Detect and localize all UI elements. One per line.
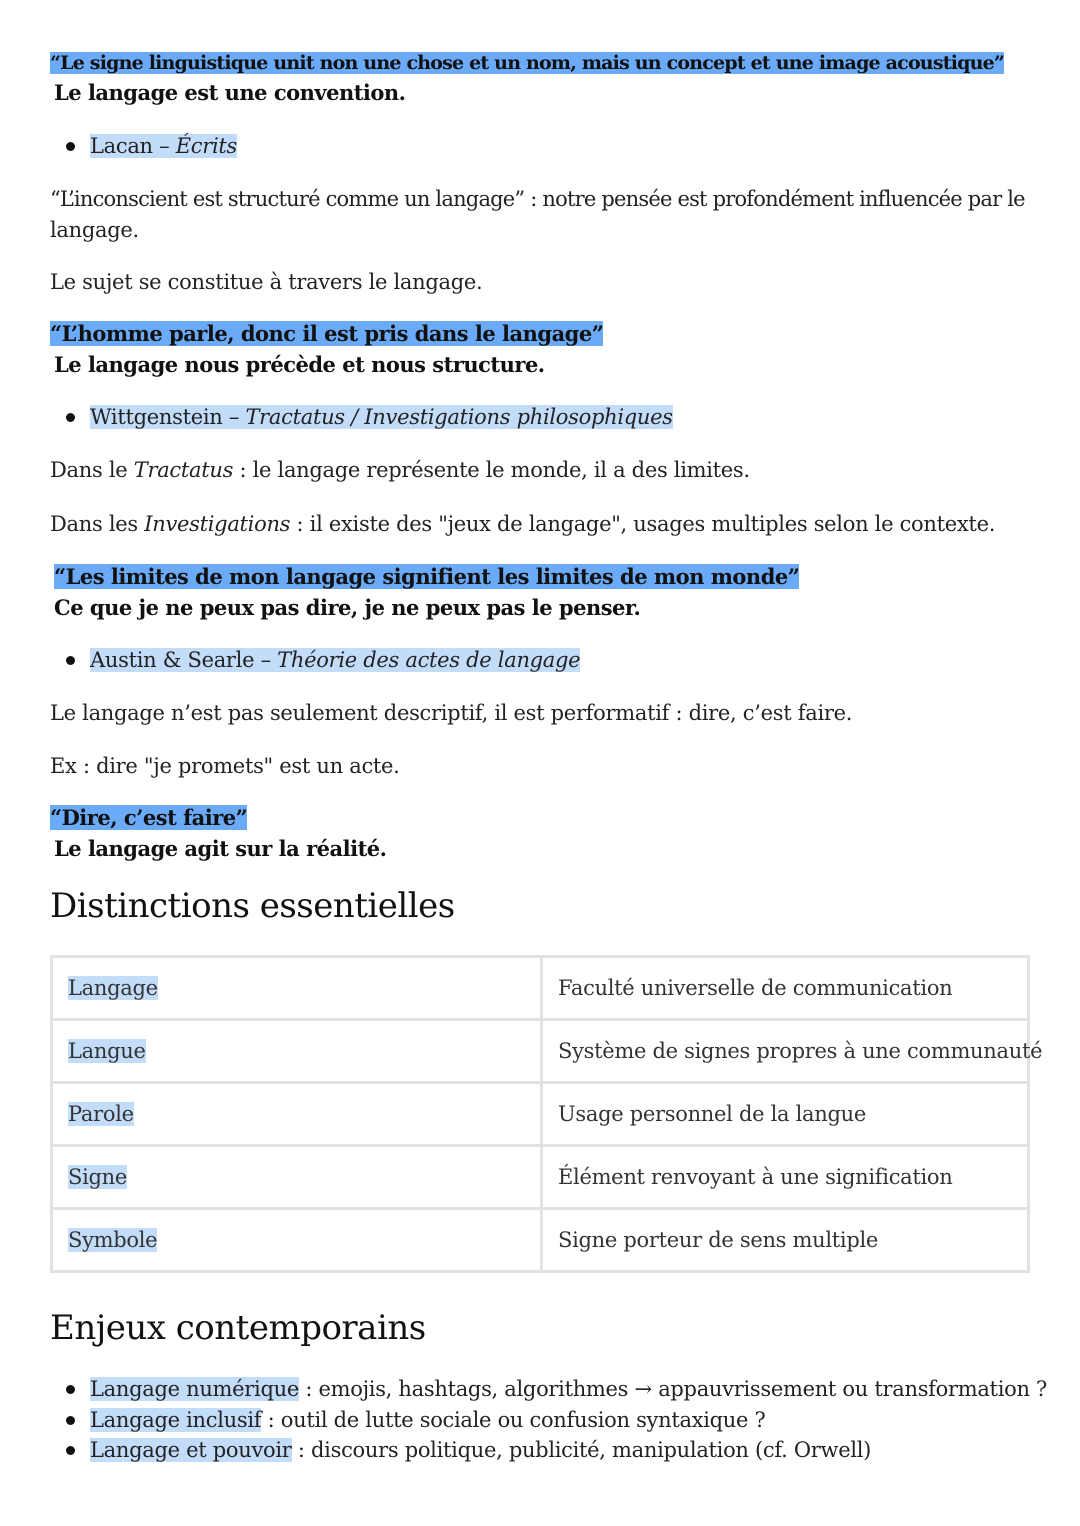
table-row	[52, 957, 1029, 1020]
bullet-icon	[66, 1385, 75, 1394]
author-heading-lacan: Lacan – Écrits	[90, 134, 237, 158]
definition-cell: Faculté universelle de communication	[542, 957, 1029, 1020]
wittgenstein-quote: “Les limites de mon langage signifient les limites de mon monde”	[54, 564, 800, 589]
distinctions-heading: Distinctions essentielles	[50, 886, 455, 926]
definition-cell: Élément renvoyant à une signification	[542, 1146, 1029, 1209]
austin-paragraph-1: Le langage n’est pas seulement descriptif, il est performatif : dire, c’est faire.	[50, 701, 853, 725]
distinctions-table	[50, 955, 1043, 1273]
table-row	[52, 1020, 1029, 1083]
bullet-icon	[66, 1416, 75, 1425]
saussure-takeaway: Le langage est une convention.	[54, 80, 406, 105]
term-cell: Parole	[52, 1083, 542, 1146]
austin-takeaway: Le langage agit sur la réalité.	[54, 836, 387, 861]
lacan-paragraph-1b: langage.	[50, 218, 139, 242]
bullet-icon	[66, 1446, 75, 1455]
saussure-quote: “Le signe linguistique unit non une chose et un nom, mais un concept et une image acoustique”	[50, 52, 1005, 74]
lacan-paragraph-1a: “L’inconscient est structuré comme un langage” : notre pensée est profondément influencée par le	[50, 187, 1025, 211]
bullet-icon	[66, 142, 75, 151]
lacan-takeaway: Le langage nous précède et nous structure.	[54, 352, 545, 377]
table-row	[52, 1083, 1029, 1146]
wittgenstein-paragraph-2: Dans les Investigations : il existe des "jeux de langage", usages multiples selon le contexte.	[50, 512, 996, 536]
author-heading-wittgenstein: Wittgenstein – Tractatus / Investigations philosophiques	[90, 405, 673, 429]
definition-cell: Signe porteur de sens multiple	[542, 1209, 1029, 1272]
wittgenstein-takeaway: Ce que je ne peux pas dire, je ne peux pas le penser.	[54, 595, 641, 620]
term-cell: Langage	[52, 957, 542, 1020]
definition-cell: Système de signes propres à une communauté	[542, 1020, 1029, 1083]
author-heading-austin: Austin & Searle – Théorie des actes de langage	[90, 648, 581, 672]
bullet-icon	[66, 413, 75, 422]
definition-cell: Usage personnel de la langue	[542, 1083, 1029, 1146]
enjeux-heading: Enjeux contemporains	[50, 1308, 426, 1348]
list-item: Langage numérique : emojis, hashtags, algorithmes → appauvrissement ou transformation ?	[90, 1377, 1048, 1401]
term-cell: Langue	[52, 1020, 542, 1083]
lacan-paragraph-2: Le sujet se constitue à travers le langage.	[50, 270, 483, 294]
list-item: Langage inclusif : outil de lutte sociale ou confusion syntaxique ?	[90, 1408, 766, 1432]
austin-paragraph-2: Ex : dire "je promets" est un acte.	[50, 754, 400, 778]
term-cell: Symbole	[52, 1209, 542, 1272]
table-row	[52, 1146, 1029, 1209]
austin-quote: “Dire, c’est faire”	[50, 805, 248, 830]
list-item: Langage et pouvoir : discours politique, publicité, manipulation (cf. Orwell)	[90, 1438, 872, 1462]
table-row	[52, 1209, 1029, 1272]
wittgenstein-paragraph-1: Dans le Tractatus : le langage représente le monde, il a des limites.	[50, 458, 750, 482]
term-cell: Signe	[52, 1146, 542, 1209]
bullet-icon	[66, 656, 75, 665]
lacan-quote: “L’homme parle, donc il est pris dans le langage”	[50, 321, 604, 346]
